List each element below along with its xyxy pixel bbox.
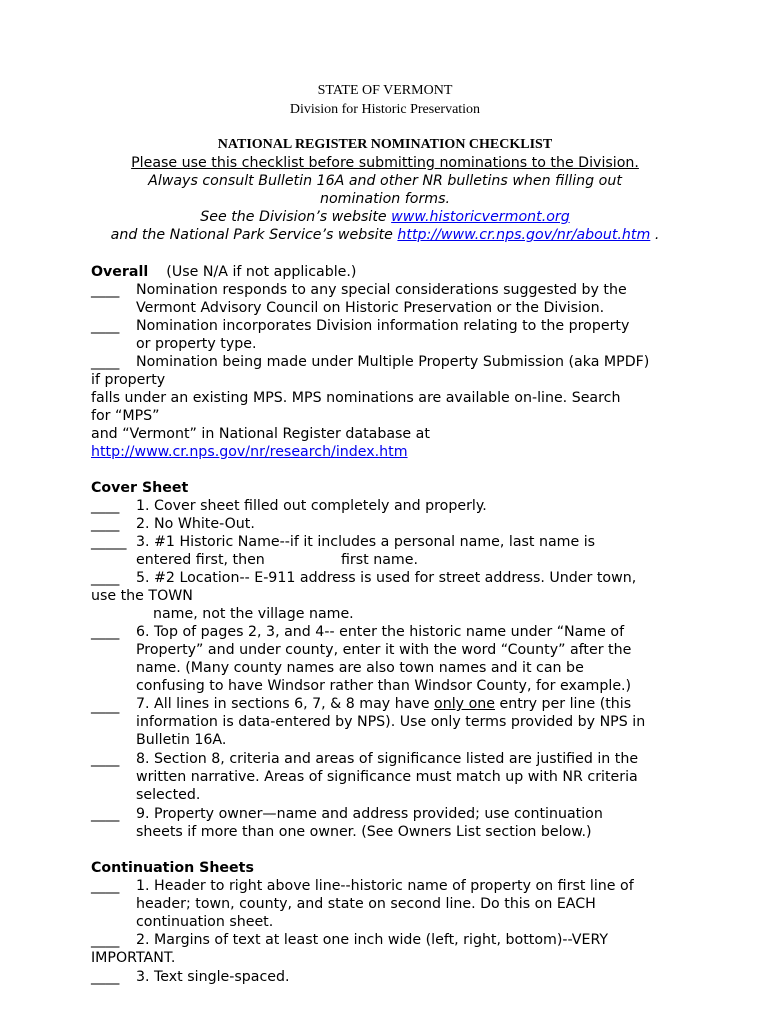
overall-item-3d: for “MPS”: [91, 408, 160, 424]
cover-item-6c: name. (Many county names are also town names and it can be: [136, 660, 584, 676]
intro-line-5-text: and the National Park Service’s website: [110, 227, 398, 243]
cover-item-3c: first name.: [341, 552, 418, 568]
cont-blank-3[interactable]: ____: [91, 969, 120, 985]
cont-item-1c: continuation sheet.: [136, 914, 274, 930]
cont-blank-2[interactable]: ____: [91, 932, 120, 948]
overall-item-2b: or property type.: [136, 336, 257, 352]
continuation-heading: Continuation Sheets: [91, 860, 254, 876]
cover-item-2: 2. No White-Out.: [136, 516, 255, 532]
cover-item-3b: entered first, then: [136, 552, 265, 568]
cover-item-8c: selected.: [136, 787, 201, 803]
cover-item-7b: information is data-entered by NPS). Use only terms provided by NPS in: [136, 714, 646, 730]
cover-item-5a: 5. #2 Location-- E-911 address is used for street address. Under town,: [136, 570, 637, 586]
state-heading: STATE OF VERMONT: [317, 83, 453, 98]
cover-item-8a: 8. Section 8, criteria and areas of significance listed are justified in the: [136, 751, 639, 767]
cont-item-1a: 1. Header to right above line--historic name of property on first line of: [136, 878, 634, 894]
intro-line-5: [0, 227, 770, 243]
cont-item-2a: 2. Margins of text at least one inch wide (left, right, bottom)--VERY: [136, 932, 609, 948]
cover-item-6a: 6. Top of pages 2, 3, and 4-- enter the historic name under “Name of: [136, 624, 625, 640]
nps-website-link[interactable]: http://www.cr.nps.gov/nr/about.htm: [397, 227, 651, 243]
overall-item-3b: if property: [91, 372, 166, 388]
overall-heading: Overall: [91, 264, 149, 280]
overall-item-3c: falls under an existing MPS. MPS nominations are available on-line. Search: [91, 390, 621, 406]
cover-item-3a: 3. #1 Historic Name--if it includes a personal name, last name is: [136, 534, 596, 550]
intro-line-3: nomination forms.: [319, 191, 451, 207]
cover-blank-9[interactable]: ____: [91, 806, 120, 822]
intro-line-2: Always consult Bulletin 16A and other NR bulletins when filling out: [148, 173, 622, 189]
overall-item-2a: Nomination incorporates Division information relating to the property: [136, 318, 630, 334]
overall-heading-line: [91, 263, 356, 281]
cont-item-3: 3. Text single-spaced.: [136, 969, 290, 985]
overall-item-3a: Nomination being made under Multiple Property Submission (aka MPDF): [136, 354, 650, 370]
document-title: NATIONAL REGISTER NOMINATION CHECKLIST: [217, 137, 553, 152]
cont-item-2b: IMPORTANT.: [91, 950, 176, 966]
cover-item-9b: sheets if more than one owner. (See Owners List section below.): [136, 824, 592, 840]
cover-blank-5[interactable]: ____: [91, 570, 120, 586]
cover-item-1: 1. Cover sheet filled out completely and properly.: [136, 498, 487, 514]
cover-item-8b: written narrative. Areas of significance must match up with NR criteria: [136, 769, 638, 785]
overall-item-1b: Vermont Advisory Council on Historic Preservation or the Division.: [136, 300, 605, 316]
overall-blank-3[interactable]: ____: [91, 354, 120, 370]
cover-item-7a: [136, 695, 631, 713]
cover-blank-3[interactable]: _____: [91, 534, 127, 550]
cont-item-1b: header; town, county, and state on second line. Do this on EACH: [136, 896, 596, 912]
cover-item-6d: confusing to have Windsor rather than Windsor County, for example.): [136, 678, 632, 694]
cover-item-7a-emphasis: only one: [434, 696, 495, 712]
overall-note: (Use N/A if not applicable.): [166, 264, 357, 280]
cover-sheet-heading: Cover Sheet: [91, 480, 189, 496]
division-heading: Division for Historic Preservation: [289, 102, 481, 117]
cont-blank-1[interactable]: ____: [91, 878, 120, 894]
cover-blank-7[interactable]: ____: [91, 698, 120, 714]
overall-blank-2[interactable]: ____: [91, 318, 120, 334]
cover-item-7a-post: entry per line (this: [494, 696, 632, 712]
cover-item-7c: Bulletin 16A.: [136, 732, 227, 748]
cover-item-5b: use the TOWN: [91, 588, 193, 604]
overall-blank-1[interactable]: ____: [91, 282, 120, 298]
division-website-link[interactable]: www.historicvermont.org: [391, 209, 570, 225]
nr-research-link[interactable]: http://www.cr.nps.gov/nr/research/index.htm: [91, 444, 408, 460]
intro-line-1: Please use this checklist before submitting nominations to the Division.: [131, 155, 639, 171]
cover-blank-2[interactable]: ____: [91, 516, 120, 532]
intro-line-4-text: See the Division’s website: [200, 209, 392, 225]
cover-item-6b: Property” and under county, enter it with the word “County” after the: [136, 642, 632, 658]
cover-item-9a: 9. Property owner—name and address provided; use continuation: [136, 806, 603, 822]
cover-blank-8[interactable]: ____: [91, 751, 120, 767]
intro-line-5-end: .: [650, 227, 660, 243]
cover-item-7a-pre: 7. All lines in sections 6, 7, & 8 may have: [136, 696, 435, 712]
cover-blank-1[interactable]: ____: [91, 498, 120, 514]
cover-item-5c: name, not the village name.: [153, 606, 354, 622]
cover-blank-6[interactable]: ____: [91, 624, 120, 640]
overall-item-3e: and “Vermont” in National Register database at: [91, 426, 430, 442]
intro-line-4: [0, 209, 770, 225]
overall-item-1a: Nomination responds to any special considerations suggested by the: [136, 282, 627, 298]
